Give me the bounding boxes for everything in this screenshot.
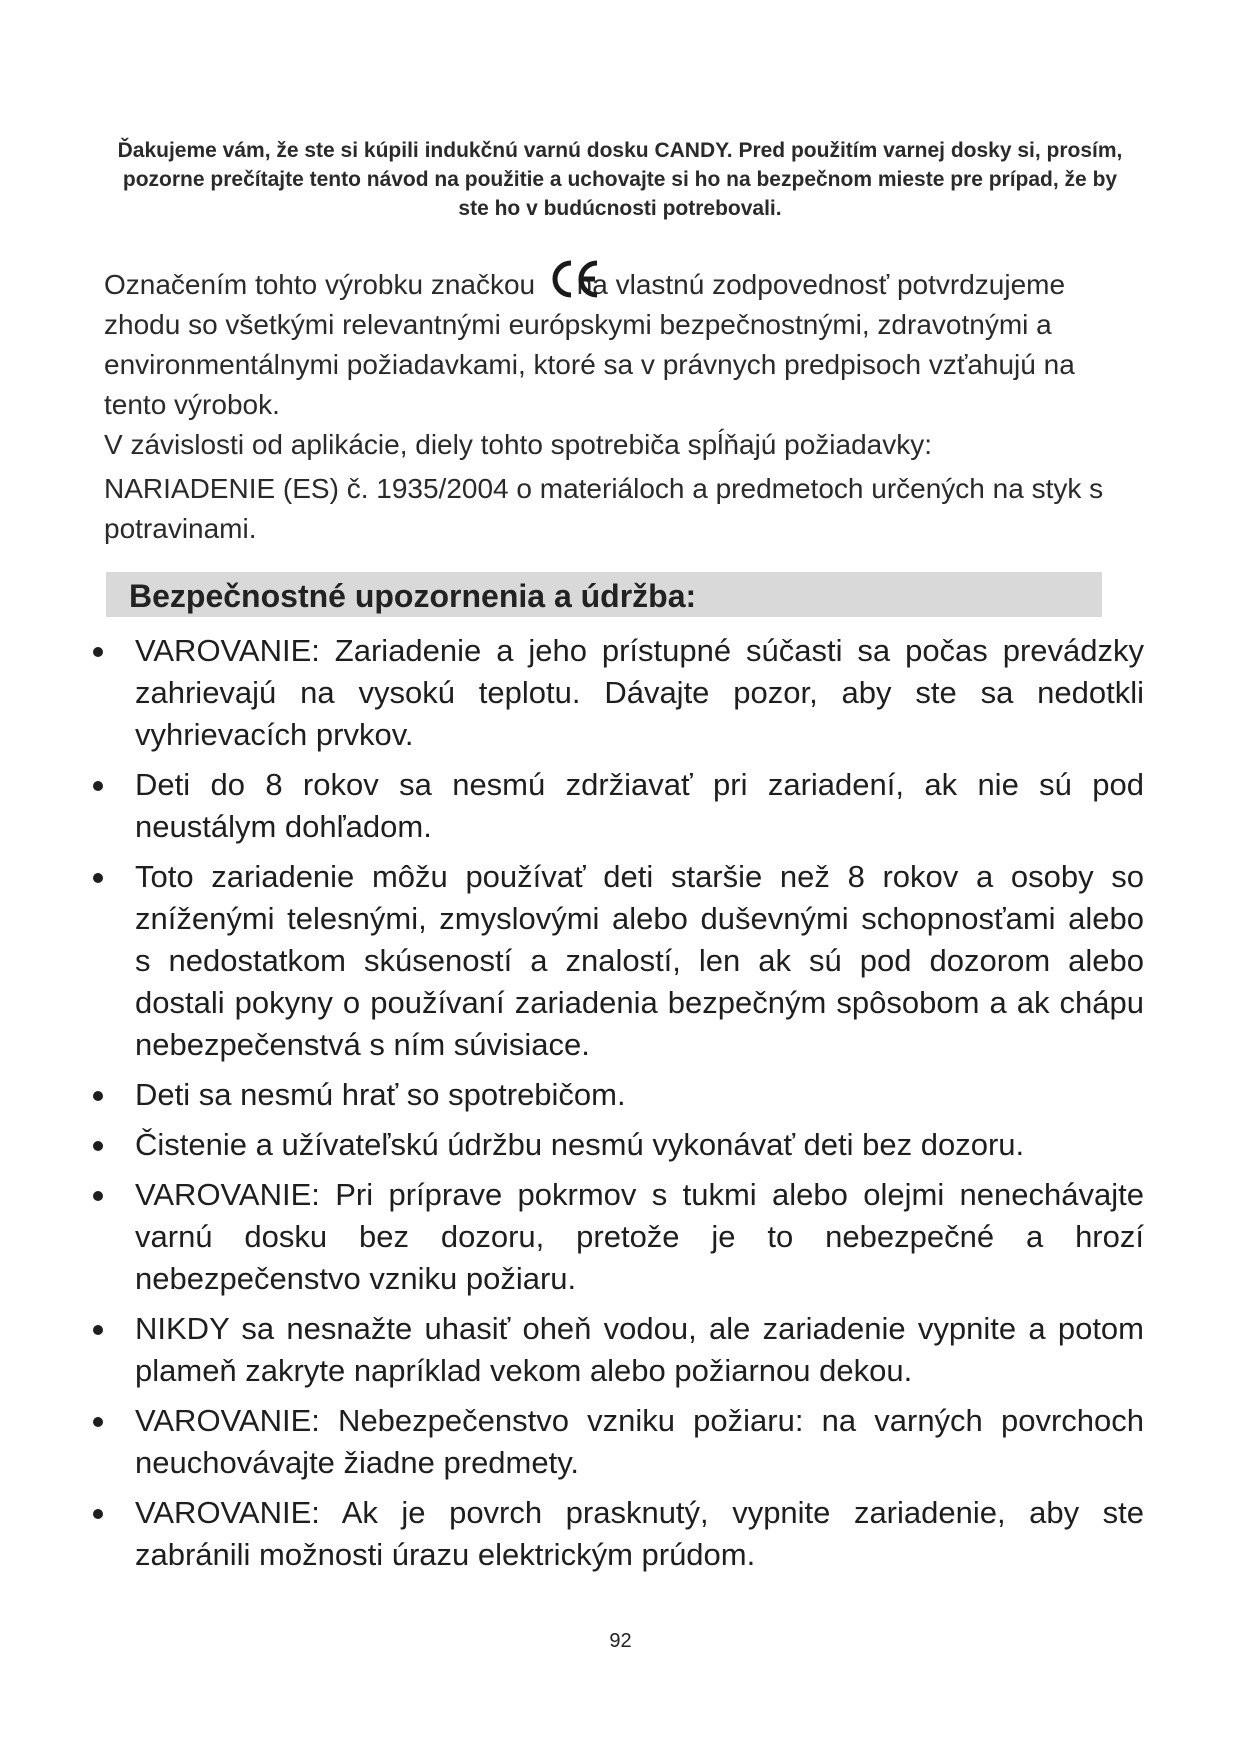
bullet-icon xyxy=(93,781,103,791)
conformity-text-before: Označením tohto výrobku značkou xyxy=(104,269,536,300)
safety-list xyxy=(84,630,1144,1584)
list-item-text: Toto zariadenie môžu používať deti staršie než 8 rokov a osoby so zníženými telesnými, zmyslovými alebo duševnými schopnosťami alebo s nedostatkom skúseností a znalostí, len ak sú pod dozorom alebo dostali pokyny o používaní zariadenia bezpečným spôsobom a ak chápu nebezpečenstvá s ním súvisiace. xyxy=(135,859,1144,1062)
bullet-icon xyxy=(93,1417,103,1427)
page-number: 92 xyxy=(609,1630,632,1652)
list-item xyxy=(84,1124,1144,1166)
list-item xyxy=(84,1174,1144,1300)
list-item xyxy=(84,1308,1144,1392)
list-item xyxy=(84,764,1144,848)
bullet-icon xyxy=(93,873,103,883)
list-item-text: VAROVANIE: Ak je povrch prasknutý, vypnite zariadenie, aby ste zabránili možnosti úrazu elektrickým prúdom. xyxy=(135,1495,1144,1572)
conformity-statement xyxy=(104,258,1144,549)
list-item xyxy=(84,1400,1144,1484)
list-item xyxy=(84,1492,1144,1576)
list-item xyxy=(84,630,1144,756)
bullet-icon xyxy=(93,1191,103,1201)
bullet-icon xyxy=(93,1325,103,1335)
list-item-text: Deti do 8 rokov sa nesmú zdržiavať pri zariadení, ak nie sú pod neustálym dohľadom. xyxy=(135,767,1144,844)
conformity-paragraph xyxy=(104,258,1144,425)
bullet-icon xyxy=(93,1091,103,1101)
applicability-line: V závislosti od aplikácie, diely tohto spotrebiča spĺňajú požiadavky: xyxy=(104,429,933,460)
list-item-text: Čistenie a užívateľskú údržbu nesmú vykonávať deti bez dozoru. xyxy=(135,1127,1025,1162)
intro-paragraph: Ďakujeme vám, že ste si kúpili indukčnú varnú dosku CANDY. Pred použitím varnej dosky si, prosím, pozorne prečítajte tento návod na použitie a uchovajte si ho na bezpečnom mieste pre prípad, že by ste ho v budúcnosti potrebovali. xyxy=(117,139,1123,220)
regulation-line: NARIADENIE (ES) č. 1935/2004 o materiáloch a predmetoch určených na styk s potravinami. xyxy=(104,473,1104,544)
list-item-text: VAROVANIE: Pri príprave pokrmov s tukmi alebo olejmi nenechávajte varnú dosku bez dozoru, pretože je to nebezpečné a hrozí nebezpečenstvo vzniku požiaru. xyxy=(135,1177,1144,1296)
section-header xyxy=(106,572,1102,617)
list-item-text: Deti sa nesmú hrať so spotrebičom. xyxy=(135,1077,626,1112)
ce-mark-icon xyxy=(547,258,603,300)
conformity-text-after: na vlastnú zodpovednosť potvrdzujeme zhodu so všetkými relevantnými európskymi bezpečnostnými, zdravotnými a environmentálnymi požiadavkami, ktoré sa v právnych predpisoch vzťahujú na tento výrobok. xyxy=(104,269,1075,420)
section-title: Bezpečnostné upozornenia a údržba: xyxy=(129,578,697,614)
list-item-text: VAROVANIE: Zariadenie a jeho prístupné súčasti sa počas prevádzky zahrievajú na vysokú teplotu. Dávajte pozor, aby ste sa nedotkli vyhrievacích prvkov. xyxy=(135,633,1144,752)
list-item-text: VAROVANIE: Nebezpečenstvo vzniku požiaru: na varných povrchoch neuchovávajte žiadne predmety. xyxy=(135,1403,1144,1480)
bullet-icon xyxy=(93,647,103,657)
list-item xyxy=(84,1074,1144,1116)
list-item xyxy=(84,856,1144,1066)
list-item-text: NIKDY sa nesnažte uhasiť oheň vodou, ale zariadenie vypnite a potom plameň zakryte napríklad vekom alebo požiarnou dekou. xyxy=(135,1311,1144,1388)
bullet-icon xyxy=(93,1141,103,1151)
bullet-icon xyxy=(93,1509,103,1519)
